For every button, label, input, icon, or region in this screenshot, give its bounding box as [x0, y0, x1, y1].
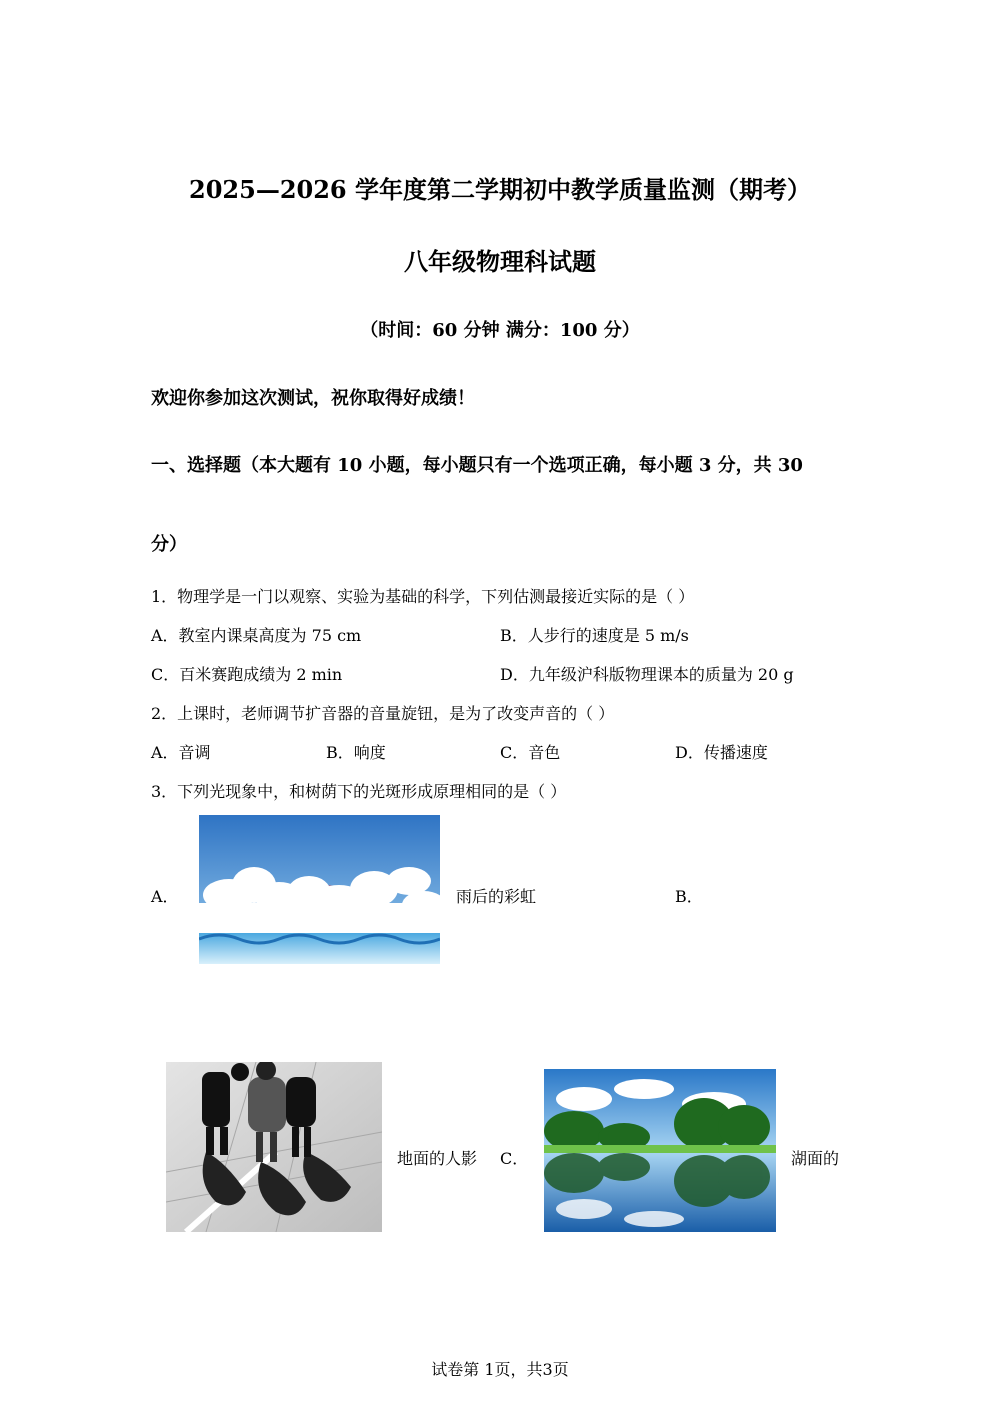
- question-2-option-b: B．响度: [326, 743, 386, 762]
- question-2-option-c: C．音色: [500, 743, 561, 762]
- rainbow-image: [199, 815, 440, 964]
- question-1-option-b: B．人步行的速度是 5 m/s: [500, 626, 689, 645]
- question-1-stem: 1．物理学是一门以观察、实验为基础的科学，下列估测最接近实际的是（ ）: [151, 587, 695, 606]
- question-3-option-a-letter: A．: [151, 887, 179, 906]
- exam-title: 2025—2026 学年度第二学期初中教学质量监测（期考）: [189, 175, 811, 204]
- page-footer: 试卷第 1页，共3页: [431, 1360, 569, 1379]
- question-3-option-a-caption: 雨后的彩虹: [456, 887, 537, 906]
- shadow-image: [166, 1062, 382, 1232]
- question-2-option-d: D．传播速度: [675, 743, 768, 762]
- question-1-option-d: D．九年级沪科版物理课本的质量为 20 g: [500, 665, 794, 684]
- question-1-option-a: A．教室内课桌高度为 75 cm: [151, 626, 362, 645]
- exam-subtitle: 八年级物理科试题: [404, 247, 596, 276]
- greeting: 欢迎你参加这次测试，祝你取得好成绩！: [151, 388, 475, 409]
- question-3-stem: 3．下列光现象中，和树荫下的光斑形成原理相同的是（ ）: [151, 782, 567, 801]
- section-heading: 一、选择题（本大题有 10 小题，每小题只有一个选项正确，每小题 3 分，共 30: [151, 455, 803, 476]
- lake-reflection-image: [544, 1069, 776, 1232]
- question-3-option-b-caption: 地面的人影: [397, 1149, 478, 1168]
- question-3-option-b-letter: B．: [675, 887, 703, 906]
- section-heading-cont: 分）: [151, 534, 187, 555]
- question-3-option-c-caption: 湖面的: [791, 1149, 840, 1168]
- question-2-stem: 2．上课时，老师调节扩音器的音量旋钮，是为了改变声音的（ ）: [151, 704, 615, 723]
- question-2-option-a: A．音调: [151, 743, 211, 762]
- question-3-option-c-letter: C．: [500, 1149, 529, 1168]
- exam-info: （时间：60 分钟 满分：100 分）: [360, 320, 640, 341]
- question-1-option-c: C．百米赛跑成绩为 2 min: [151, 665, 343, 684]
